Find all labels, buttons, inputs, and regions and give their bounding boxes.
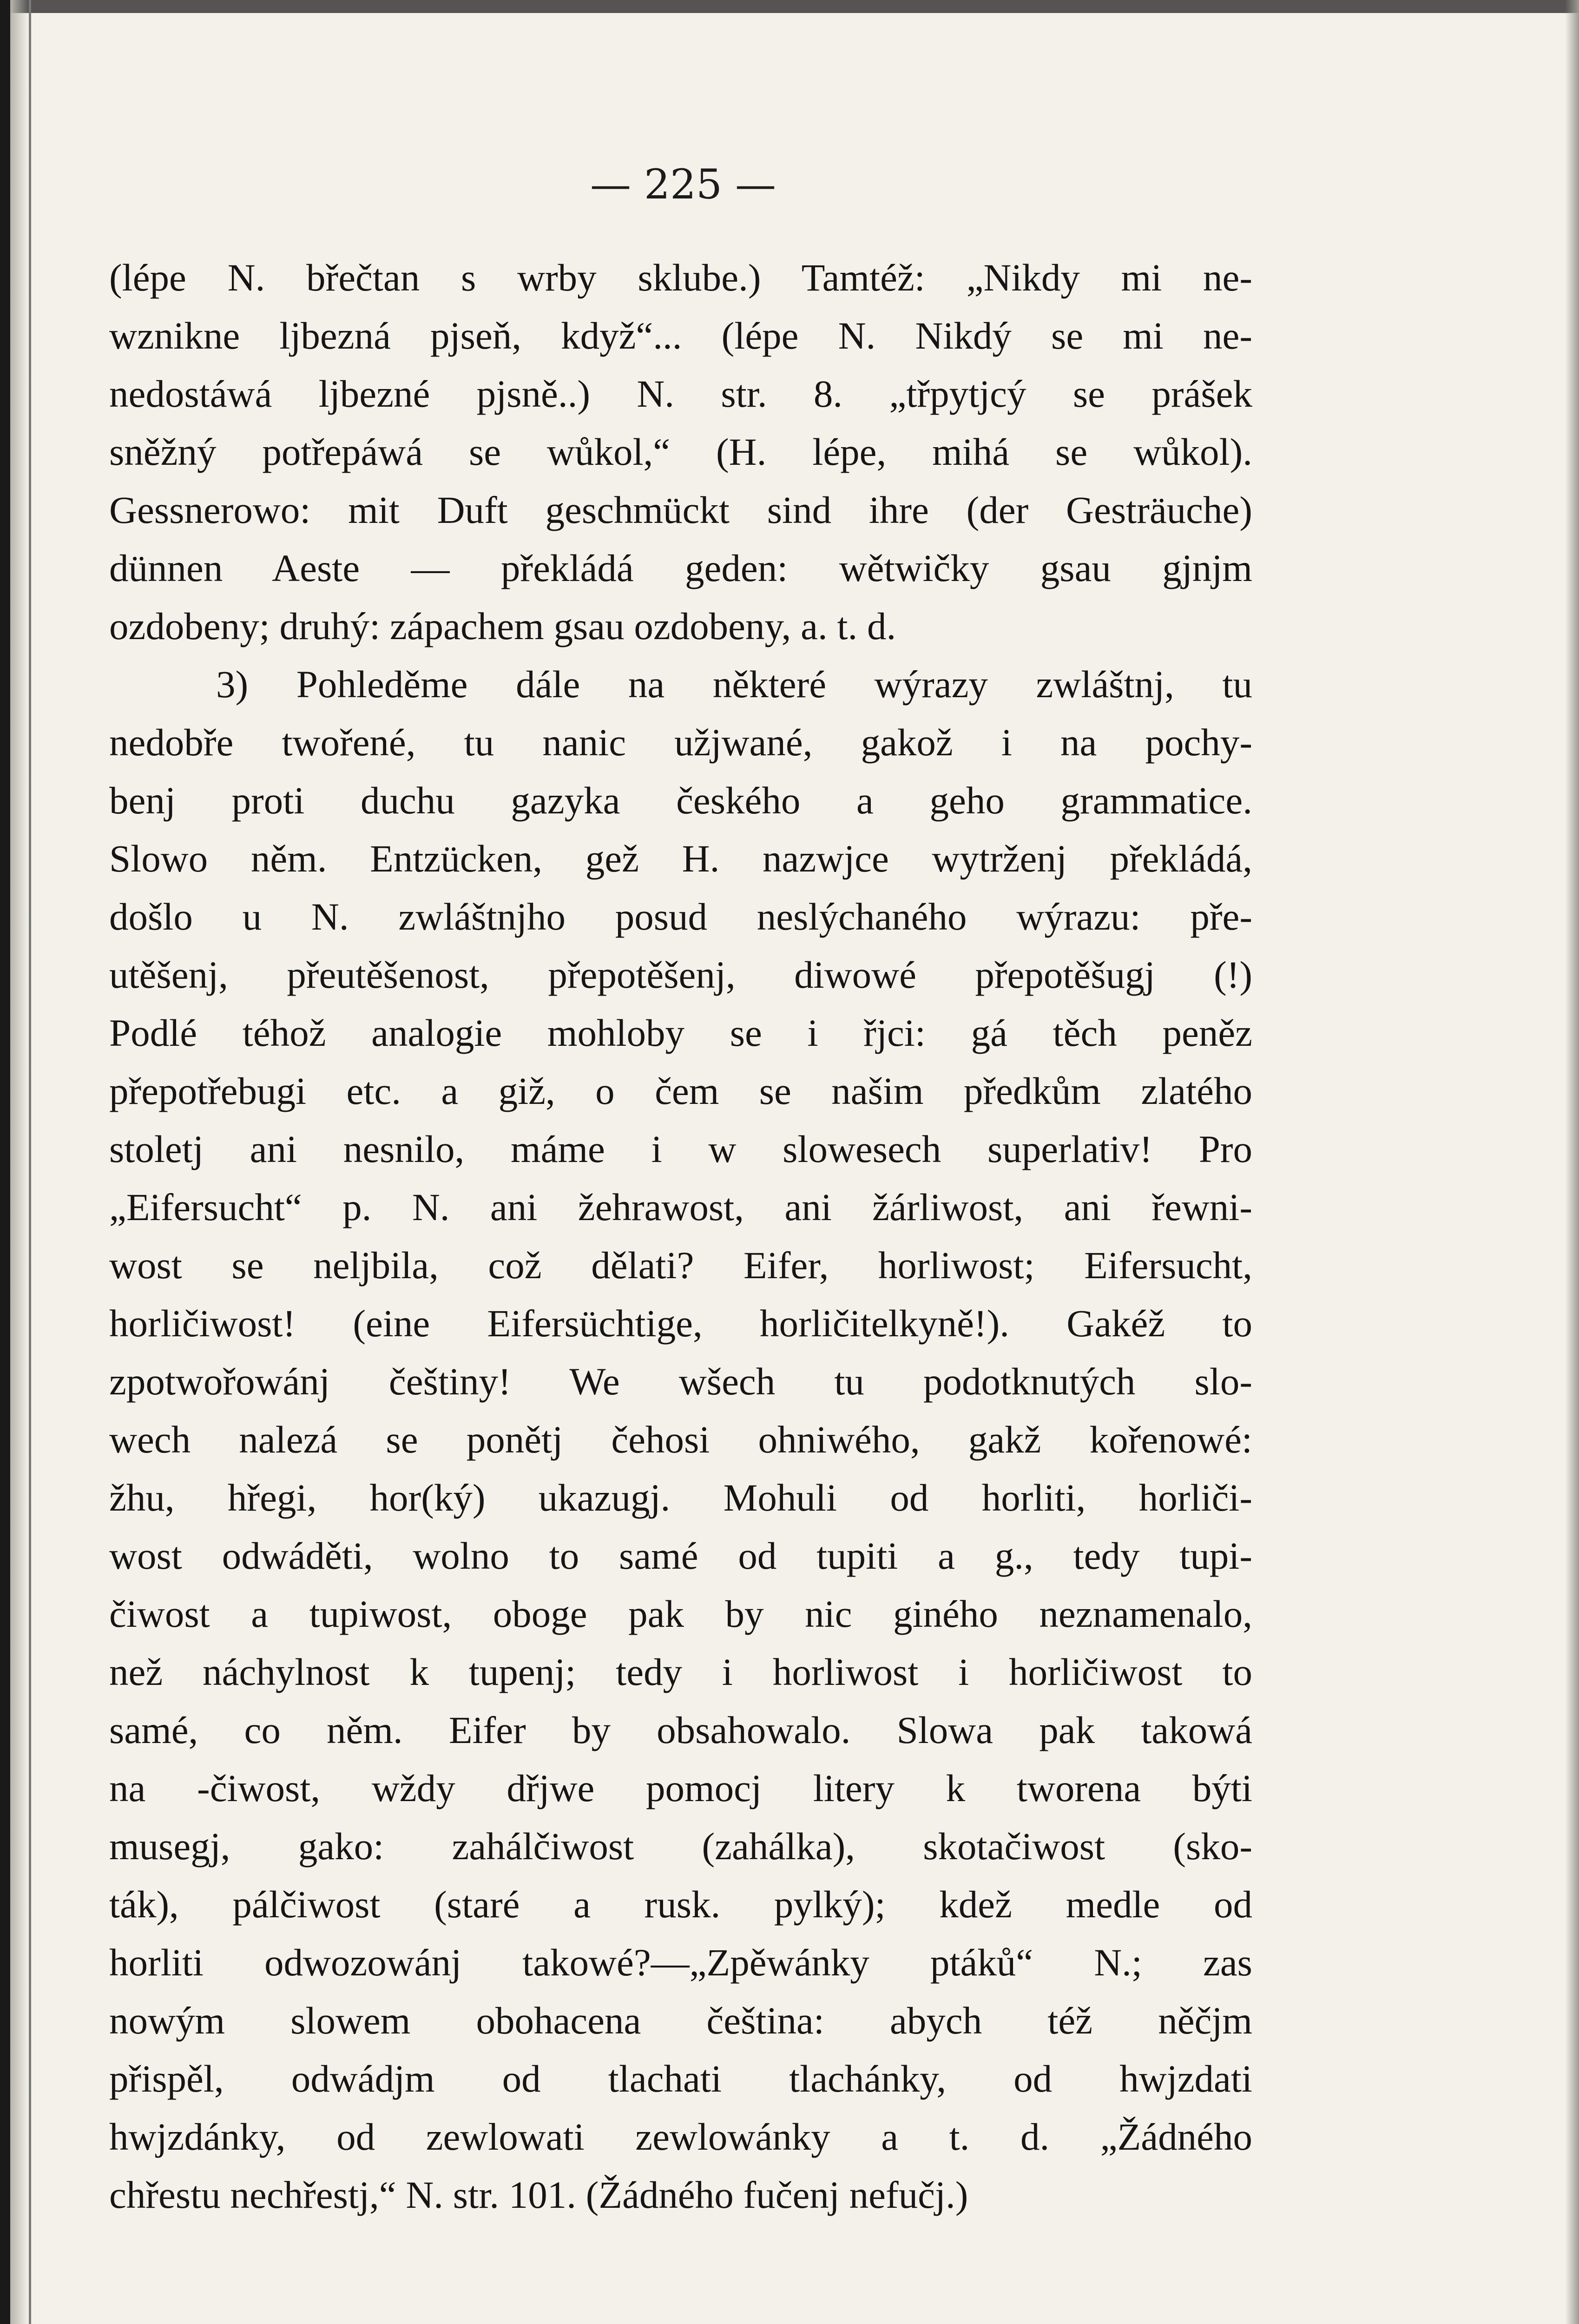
page-edge-shadow: [1565, 0, 1579, 2324]
text-line: žhu, hřegi, hor(ký) ukazugj. Mohuli od horliti, horliči-: [109, 1476, 1252, 1519]
text-line: „Eifersucht“ p. N. ani žehrawost, ani žárliwost, ani řewni-: [109, 1186, 1252, 1228]
text-line: zpotwořowánj češtiny! We wšech tu podotknutých slo-: [109, 1360, 1252, 1403]
text-line: wost odwáděti, wolno to samé od tupiti a g., tedy tupi-: [109, 1534, 1252, 1577]
text-line: sněžný potřepáwá se wůkol,“ (H. lépe, mihá se wůkol).: [109, 430, 1252, 473]
text-line: utěšenj, přeutěšenost, přepotěšenj, diwowé přepotěšugj (!): [109, 953, 1252, 996]
text-line: samé, co něm. Eifer by obsahowalo. Slowa pak takowá: [109, 1709, 1252, 1751]
binding-rule: [29, 0, 31, 2324]
text-line: wech nalezá se ponětj čehosi ohniwého, gakž kořenowé:: [109, 1418, 1252, 1461]
text-line: (lépe N. břečtan s wrby sklube.) Tamtéž: „Nikdy mi ne-: [109, 256, 1252, 299]
text-line: nedostáwá ljbezné pjsně..) N. str. 8. „třpytjcý se prášek: [109, 372, 1252, 415]
text-line: Podlé téhož analogie mohloby se i řjci: gá těch peněz: [109, 1011, 1252, 1054]
binding-edge: [0, 0, 10, 2324]
text-line: Gessnerowo: mit Duft geschmückt sind ihre (der Gesträuche): [109, 489, 1252, 531]
text-line: nedobře twořené, tu nanic užjwané, gakož i na pochy-: [109, 721, 1252, 764]
text-line: na -čiwost, wždy dřjwe pomocj litery k tworena býti: [109, 1767, 1252, 1809]
scan-top-shadow: [0, 0, 1579, 13]
text-line: horličiwost! (eine Eifersüchtige, horličitelkyně!). Gakéž to: [109, 1302, 1252, 1345]
text-line: ozdobeny; druhý: zápachem gsau ozdobeny, a. t. d.: [109, 605, 896, 647]
text-line: čiwost a tupiwost, oboge pak by nic giného neznamenalo,: [109, 1592, 1252, 1635]
text-line: nowým slowem obohacena čeština: abych též něčjm: [109, 1999, 1252, 2042]
text-line: než náchylnost k tupenj; tedy i horliwost i horličiwost to: [109, 1651, 1252, 1693]
text-line: stoletj ani nesnilo, máme i w slowesech superlativ! Pro: [109, 1128, 1252, 1170]
text-line: došlo u N. zwláštnjho posud neslýchaného wýrazu: pře-: [109, 895, 1252, 938]
text-line: wznikne ljbezná pjseň, když“... (lépe N. Nikdý se mi ne-: [109, 314, 1252, 357]
text-line: horliti odwozowánj takowé?—„Zpěwánky ptáků“ N.; zas: [109, 1941, 1252, 1984]
text-line: chřestu nechřestj,“ N. str. 101. (Žádného fučenj nefučj.): [109, 2173, 968, 2216]
body-text: [109, 249, 1252, 2224]
text-line: hwjzdánky, od zewlowati zewlowánky a t. d. „Žádného: [109, 2115, 1252, 2158]
text-line: musegj, gako: zahálčiwost (zahálka), skotačiwost (sko-: [109, 1825, 1252, 1868]
text-line: dünnen Aeste — překládá geden: wětwičky gsau gjnjm: [109, 547, 1252, 589]
text-line: wost se neljbila, což dělati? Eifer, horliwost; Eifersucht,: [109, 1244, 1252, 1287]
text-line: Slowo něm. Entzücken, gež H. nazwjce wytrženj překládá,: [109, 837, 1252, 880]
binding-shadow: [10, 0, 29, 2324]
text-line: 3) Pohleděme dále na některé wýrazy zwláštnj, tu: [216, 663, 1252, 706]
text-line: ták), pálčiwost (staré a rusk. pylký); kdež medle od: [109, 1883, 1252, 1926]
text-line: benj proti duchu gazyka českého a geho grammatice.: [109, 779, 1252, 822]
text-line: přispěl, odwádjm od tlachati tlachánky, od hwjzdati: [109, 2057, 1252, 2100]
page-number: — 225 —: [590, 160, 776, 208]
text-line: přepotřebugi etc. a giž, o čem se našim předkům zlatého: [109, 1070, 1252, 1112]
